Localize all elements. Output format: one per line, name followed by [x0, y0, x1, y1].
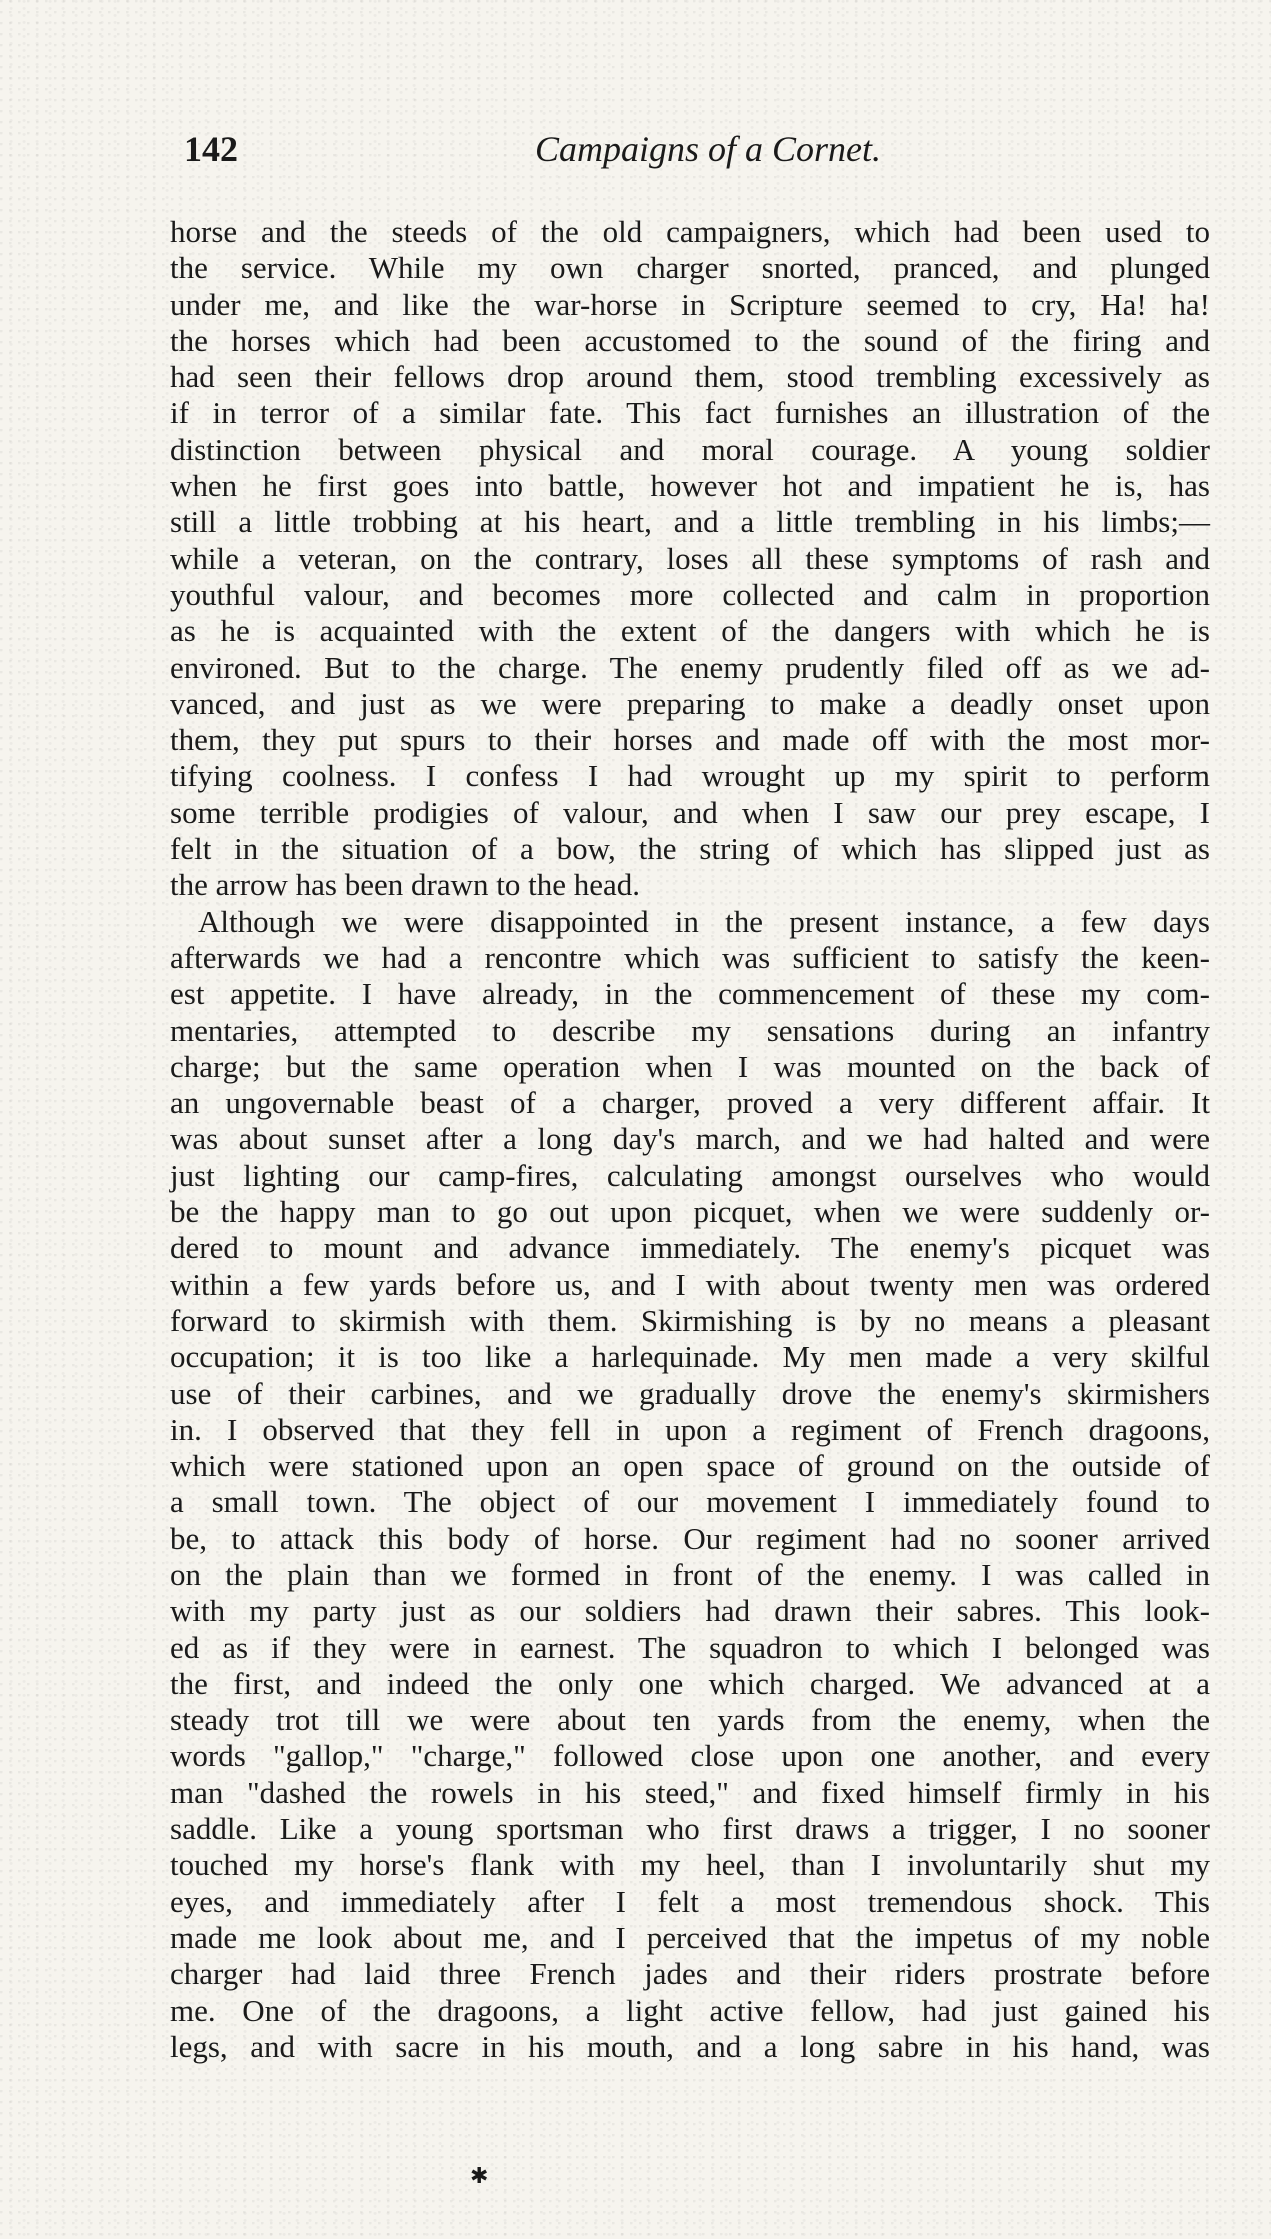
text-line: eyes, and immediately after I felt a most tremendous shock. This — [170, 1883, 1210, 1919]
body-text — [170, 214, 1210, 2065]
text-line: the horses which had been accustomed to the sound of the firing and — [170, 322, 1210, 358]
text-line: in. I observed that they fell in upon a regiment of French dragoons, — [170, 1411, 1210, 1447]
text-line: was about sunset after a long day's march, and we had halted and were — [170, 1121, 1210, 1157]
text-line: some terrible prodigies of valour, and when I saw our prey escape, I — [170, 794, 1210, 830]
text-line: as he is acquainted with the extent of the dangers with which he is — [170, 613, 1210, 649]
text-line: touched my horse's flank with my heel, than I involuntarily shut my — [170, 1847, 1210, 1883]
text-line: me. One of the dragoons, a light active fellow, had just gained his — [170, 1992, 1210, 2028]
text-line: on the plain than we formed in front of the enemy. I was called in — [170, 1556, 1210, 1592]
text-line: occupation; it is too like a harlequinade. My men made a very skilful — [170, 1339, 1210, 1375]
text-line: ed as if they were in earnest. The squadron to which I belonged was — [170, 1629, 1210, 1665]
text-line: felt in the situation of a bow, the string of which has slipped just as — [170, 831, 1210, 867]
text-line: words "gallop," "charge," followed close upon one another, and every — [170, 1738, 1210, 1774]
text-line: youthful valour, and becomes more collected and calm in proportion — [170, 576, 1210, 612]
text-line: vanced, and just as we were preparing to make a deadly onset upon — [170, 685, 1210, 721]
running-head: Campaigns of a Cornet. — [535, 129, 882, 169]
page-header — [180, 128, 1210, 178]
text-line: charge; but the same operation when I was mounted on the back of — [170, 1048, 1210, 1084]
text-line: if in terror of a similar fate. This fact furnishes an illustration of the — [170, 395, 1210, 431]
text-line: the service. While my own charger snorted, pranced, and plunged — [170, 250, 1210, 286]
text-line: which were stationed upon an open space of ground on the outside of — [170, 1448, 1210, 1484]
text-line: still a little trobbing at his heart, and a little trembling in his limbs;— — [170, 504, 1210, 540]
text-line: forward to skirmish with them. Skirmishing is by no means a pleasant — [170, 1302, 1210, 1338]
text-line: horse and the steeds of the old campaigners, which had been used to — [170, 214, 1210, 249]
text-line: an ungovernable beast of a charger, proved a very different affair. It — [170, 1085, 1210, 1121]
text-line: est appetite. I have already, in the commencement of these my com- — [170, 976, 1210, 1012]
text-line: while a veteran, on the contrary, loses all these symptoms of rash and — [170, 540, 1210, 576]
text-line: with my party just as our soldiers had drawn their sabres. This look- — [170, 1593, 1210, 1629]
text-line: distinction between physical and moral courage. A young soldier — [170, 431, 1210, 467]
text-line: just lighting our camp-fires, calculating amongst ourselves who would — [170, 1157, 1210, 1193]
text-line: had seen their fellows drop around them, stood trembling excessively as — [170, 359, 1210, 395]
page-number: 142 — [184, 129, 238, 169]
text-line: environed. But to the charge. The enemy prudently filed off as we ad- — [170, 649, 1210, 685]
text-line: be the happy man to go out upon picquet, when we were suddenly or- — [170, 1194, 1210, 1230]
text-line: steady trot till we were about ten yards from the enemy, when the — [170, 1702, 1210, 1738]
text-line: the first, and indeed the only one which charged. We advanced at a — [170, 1665, 1210, 1701]
text-line: mentaries, attempted to describe my sensations during an infantry — [170, 1012, 1210, 1048]
text-line: within a few yards before us, and I with about twenty men was ordered — [170, 1266, 1210, 1302]
text-line: afterwards we had a rencontre which was sufficient to satisfy the keen- — [170, 939, 1210, 975]
fleuron-ornament: ✱ — [470, 2163, 489, 2188]
text-line: when he first goes into battle, however hot and impatient he is, has — [170, 468, 1210, 504]
paragraph-start-line: Although we were disappointed in the present instance, a few days — [198, 903, 1210, 939]
paragraph-end-line: the arrow has been drawn to the head. — [170, 867, 640, 903]
text-line: legs, and with sacre in his mouth, and a long sabre in his hand, was — [170, 2028, 1210, 2064]
text-line: man "dashed the rowels in his steed," and fixed himself firmly in his — [170, 1774, 1210, 1810]
text-line: dered to mount and advance immediately. The enemy's picquet was — [170, 1230, 1210, 1266]
text-line: them, they put spurs to their horses and made off with the most mor- — [170, 722, 1210, 758]
text-line: be, to attack this body of horse. Our regiment had no sooner arrived — [170, 1520, 1210, 1556]
text-line: charger had laid three French jades and their riders prostrate before — [170, 1956, 1210, 1992]
text-line: under me, and like the war-horse in Scripture seemed to cry, Ha! ha! — [170, 286, 1210, 322]
text-line: made me look about me, and I perceived that the impetus of my noble — [170, 1919, 1210, 1955]
text-line: tifying coolness. I confess I had wrought up my spirit to perform — [170, 758, 1210, 794]
text-line: saddle. Like a young sportsman who first draws a trigger, I no sooner — [170, 1811, 1210, 1847]
text-line: use of their carbines, and we gradually drove the enemy's skirmishers — [170, 1375, 1210, 1411]
text-line: a small town. The object of our movement I immediately found to — [170, 1484, 1210, 1520]
